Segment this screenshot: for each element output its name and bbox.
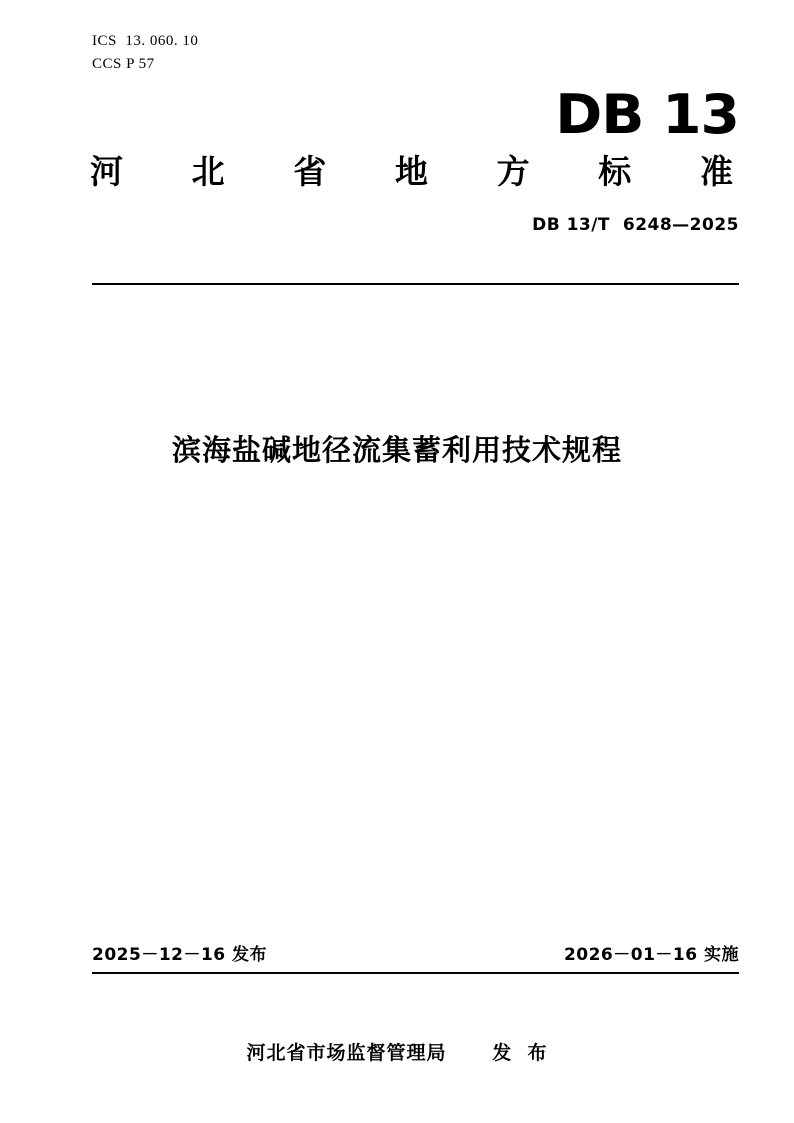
footer-divider <box>92 972 739 974</box>
series-title-char-6: 准 <box>699 152 733 191</box>
standard-number: DB 13/T 6248—2025 <box>532 215 739 235</box>
standard-series-title <box>88 146 739 193</box>
issue-date: 2025－12－16 发布 <box>92 945 268 965</box>
series-title-char-2: 省 <box>293 152 327 191</box>
publisher: 河北省市场监督管理局 发 布 <box>246 1042 548 1064</box>
ics-code: ICS 13. 060. 10 <box>92 33 199 49</box>
series-title-char-1: 北 <box>191 152 225 191</box>
implementation-date: 2026－01－16 实施 <box>563 945 739 965</box>
series-title-char-4: 方 <box>496 152 530 191</box>
header-divider <box>92 283 739 285</box>
series-title-char-0: 河 <box>90 152 123 191</box>
page-title: 滨海盐碱地径流集蓄利用技术规程 <box>171 433 622 467</box>
series-title-char-3: 地 <box>394 152 428 191</box>
ccs-code: CCS P 57 <box>92 56 155 73</box>
classification-codes <box>92 30 198 77</box>
date-row <box>92 940 739 965</box>
series-title-char-5: 标 <box>598 152 632 191</box>
db13-logo: DB 13 <box>555 83 739 146</box>
